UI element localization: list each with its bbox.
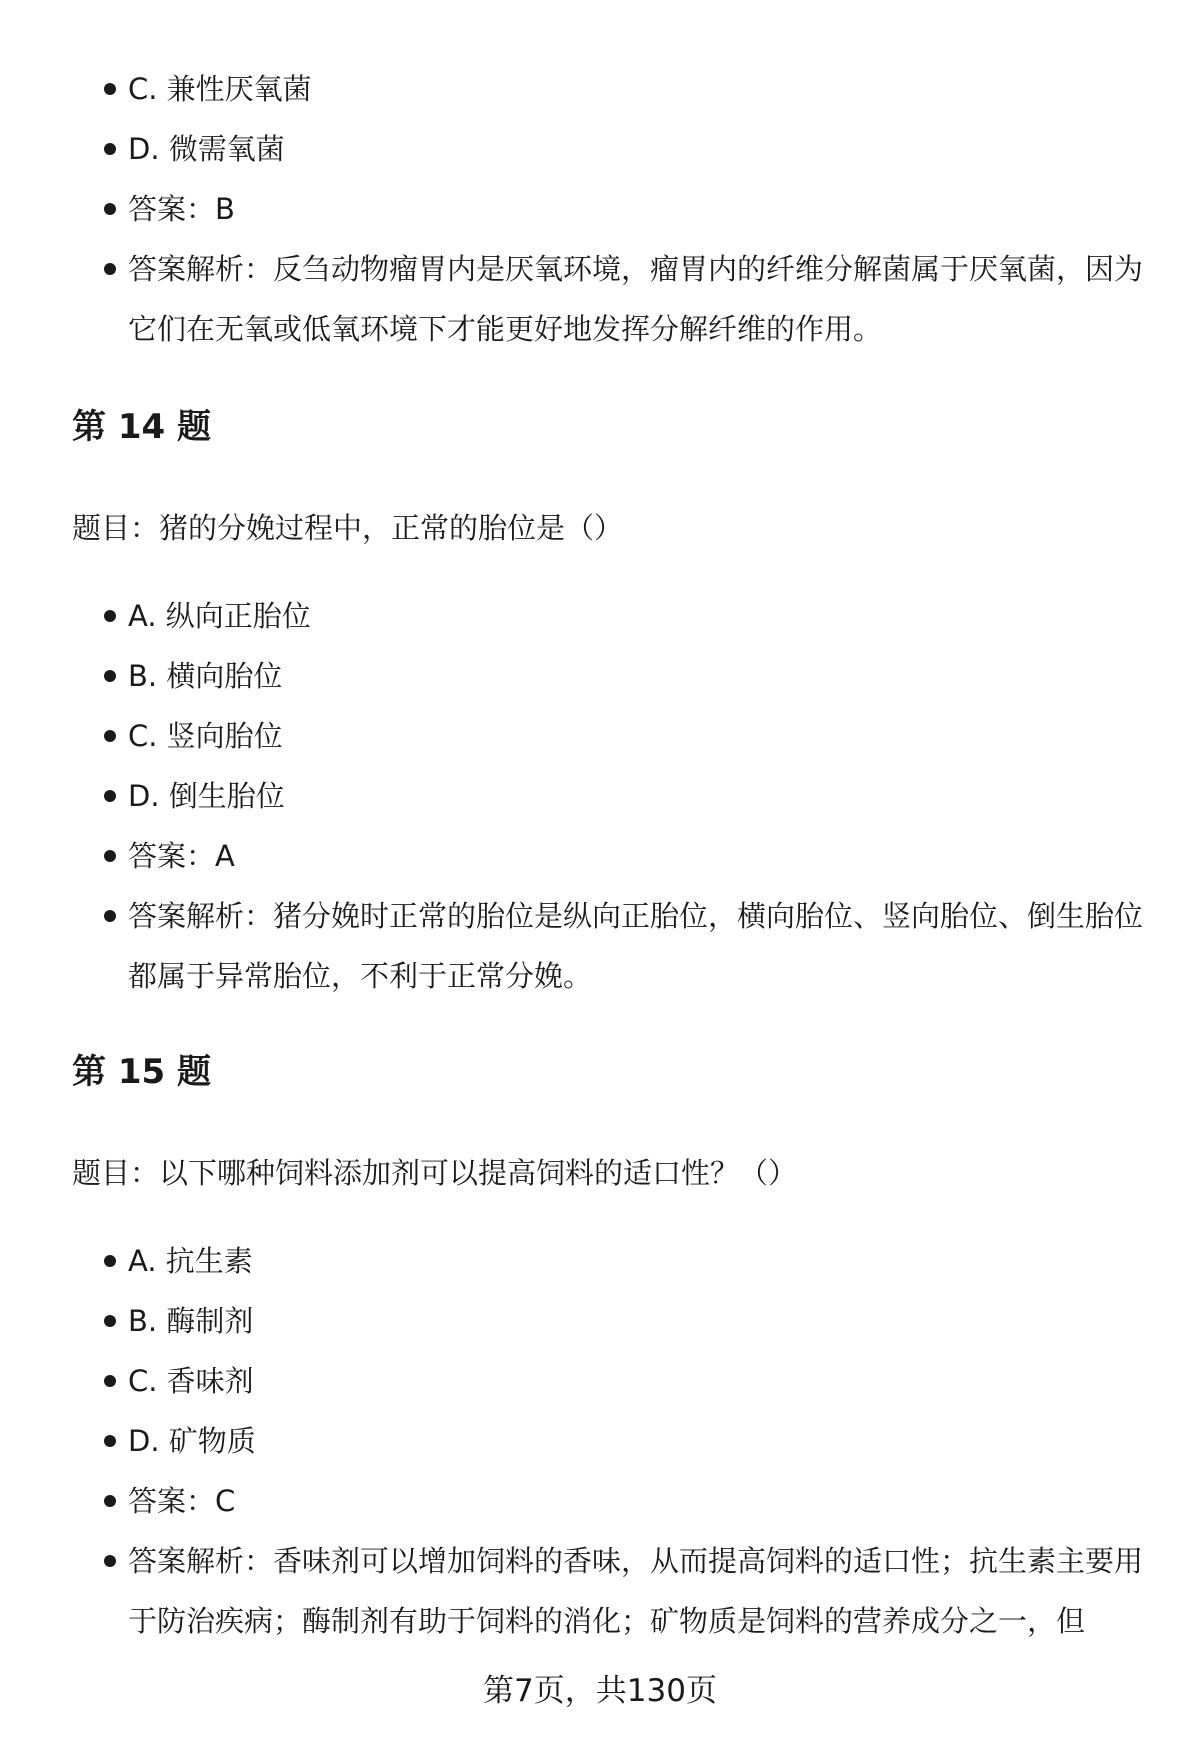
list-item: B. 酶制剂 bbox=[72, 1291, 1152, 1351]
list-item: B. 横向胎位 bbox=[72, 646, 1152, 706]
page-number: 第7页，共130页 bbox=[483, 1673, 717, 1709]
list-item: C. 兼性厌氧菌 bbox=[72, 59, 1152, 119]
list-item: C. 香味剂 bbox=[72, 1351, 1152, 1411]
list-item: D. 矿物质 bbox=[72, 1411, 1152, 1471]
q15-options-list bbox=[72, 1231, 1152, 1651]
question-heading: 第 15 题 bbox=[72, 1052, 211, 1092]
list-item: D. 微需氧菌 bbox=[72, 119, 1152, 179]
question-heading: 第 14 题 bbox=[72, 407, 211, 447]
list-item: A. 纵向正胎位 bbox=[72, 586, 1152, 646]
explanation-item: 答案解析：反刍动物瘤胃内是厌氧环境，瘤胃内的纤维分解菌属于厌氧菌，因为它们在无氧或低氧环境下才能更好地发挥分解纤维的作用。 bbox=[72, 239, 1152, 359]
answer-item: 答案：B bbox=[72, 179, 1152, 239]
question-stem: 题目：以下哪种饲料添加剂可以提高饲料的适口性？（） bbox=[72, 1156, 798, 1190]
q14-options-list bbox=[72, 586, 1152, 1006]
q13-options-list bbox=[72, 59, 1152, 359]
answer-item: 答案：A bbox=[72, 826, 1152, 886]
explanation-item: 答案解析：香味剂可以增加饲料的香味，从而提高饲料的适口性；抗生素主要用于防治疾病；酶制剂有助于饲料的消化；矿物质是饲料的营养成分之一，但 bbox=[72, 1531, 1152, 1651]
explanation-item: 答案解析：猪分娩时正常的胎位是纵向正胎位，横向胎位、竖向胎位、倒生胎位都属于异常胎位，不利于正常分娩。 bbox=[72, 886, 1152, 1006]
answer-item: 答案：C bbox=[72, 1471, 1152, 1531]
list-item: C. 竖向胎位 bbox=[72, 706, 1152, 766]
list-item: D. 倒生胎位 bbox=[72, 766, 1152, 826]
list-item: A. 抗生素 bbox=[72, 1231, 1152, 1291]
question-stem: 题目：猪的分娩过程中，正常的胎位是（） bbox=[72, 511, 624, 545]
